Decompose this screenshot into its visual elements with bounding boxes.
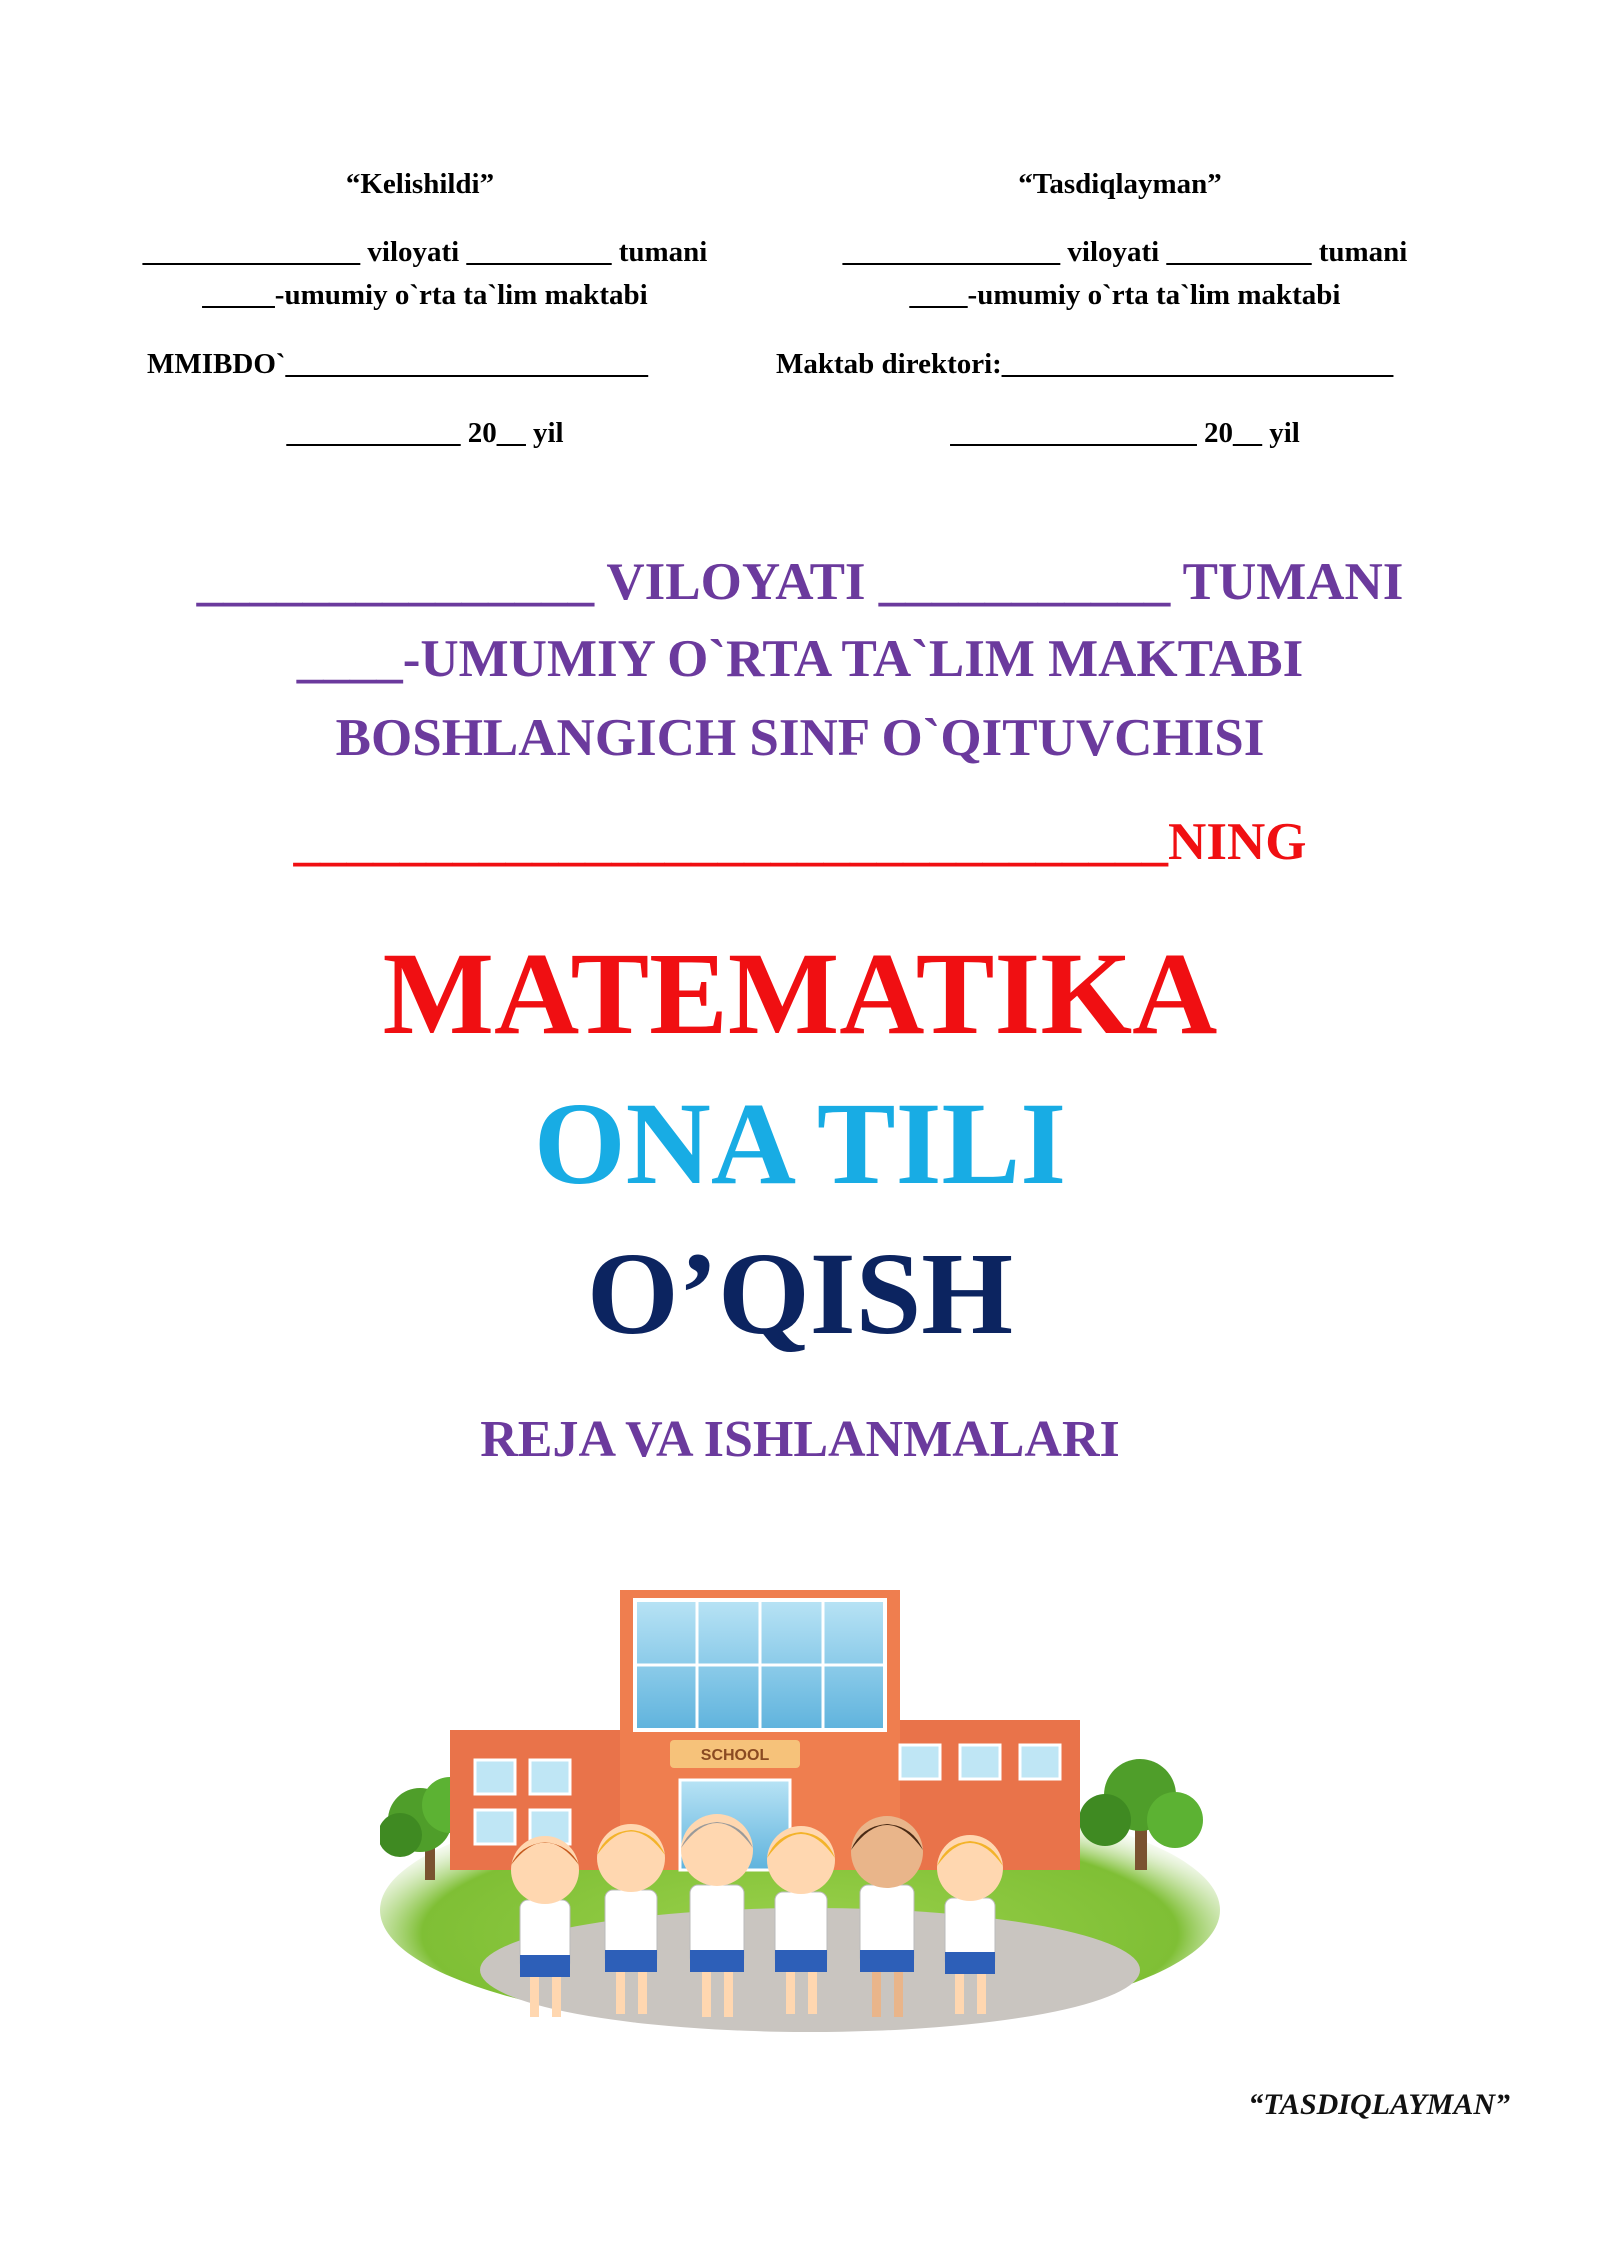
approval-right-title: “Tasdiqlayman” xyxy=(1018,168,1222,200)
teacher-position-line: BOSHLANGICH SINF O`QITUVCHISI xyxy=(335,709,1265,767)
approval-right-region-line: _______________ viloyati __________ tumani xyxy=(842,236,1408,268)
approval-left-title: “Kelishildi” xyxy=(345,168,495,200)
teacher-school-line: ____-UMUMIY O`RTA TA`LIM MAKTABI xyxy=(296,630,1304,688)
school-children-illustration xyxy=(380,1580,1220,2040)
subject-oqish: O’QISH xyxy=(586,1228,1014,1359)
approval-left-region-line: _______________ viloyati __________ tumani xyxy=(142,236,708,268)
subtitle: REJA VA ISHLANMALARI xyxy=(480,1411,1120,1468)
subject-ona-tili: ONA TILI xyxy=(533,1078,1067,1209)
teacher-name-line xyxy=(40,812,1560,872)
teacher-name-suffix: NING xyxy=(1168,813,1307,871)
school-building xyxy=(450,1590,1080,1870)
teacher-name-blank: _________________________________ xyxy=(293,813,1169,871)
subject-matematika: MATEMATIKA xyxy=(382,928,1218,1059)
approval-right-sign-line: Maktab direktori:___________________________ xyxy=(776,348,1394,380)
approval-left-sign-line: MMIBDO`_________________________ xyxy=(147,348,649,380)
approval-left-date-line: ____________ 20__ yil xyxy=(286,417,564,449)
approval-left-school-line: _____-umumiy o`rta ta`lim maktabi xyxy=(202,279,648,311)
footer-approval: “TASDIQLAYMAN” xyxy=(1248,2088,1510,2121)
teacher-region-line: _______________ VILOYATI ___________ TUMANI xyxy=(196,553,1404,611)
approval-right-school-line: ____-umumiy o`rta ta`lim maktabi xyxy=(909,279,1341,311)
approval-right-date-line: _________________ 20__ yil xyxy=(950,417,1300,449)
school-sign: SCHOOL xyxy=(700,1747,770,1764)
